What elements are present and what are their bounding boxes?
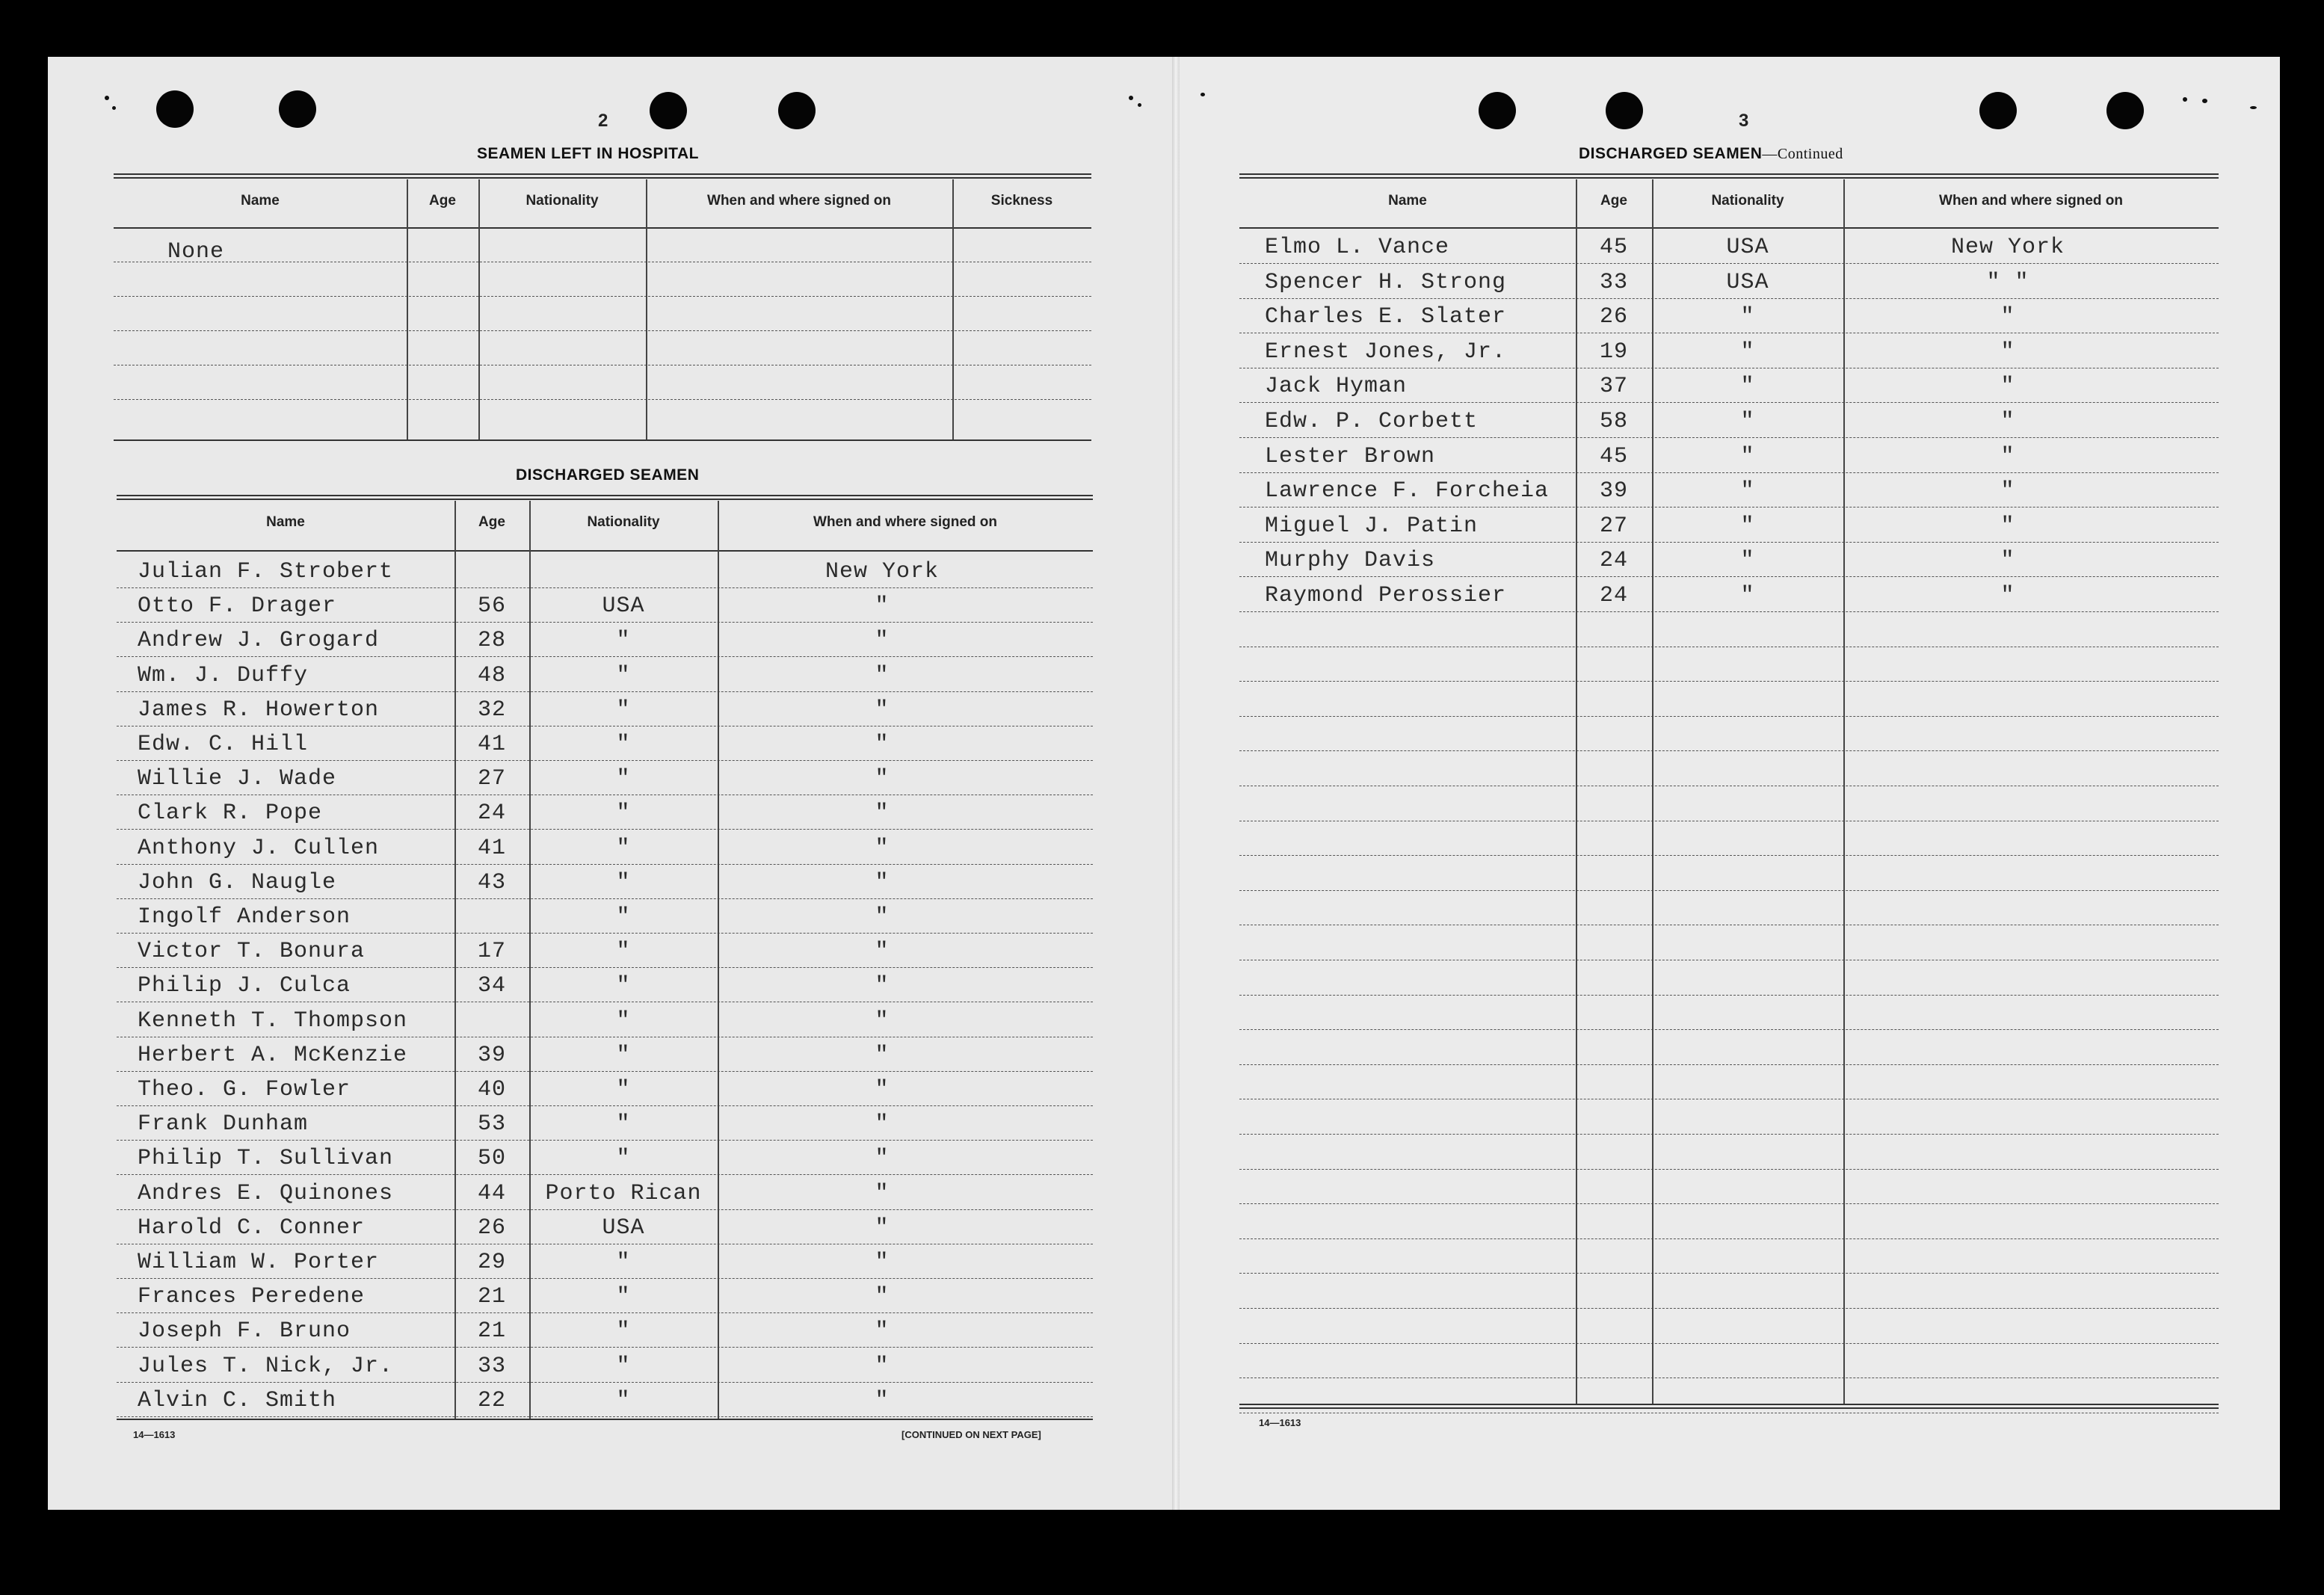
- discharged-section-title: DISCHARGED SEAMEN: [516, 466, 700, 484]
- row-line: [1239, 472, 2219, 473]
- row-line: [1239, 1273, 2219, 1274]
- cell-nationality: ": [616, 1077, 631, 1102]
- cell-name: Alvin C. Smith: [138, 1387, 337, 1413]
- row-line: [117, 1312, 1093, 1313]
- row-line: [1239, 855, 2219, 856]
- cell-signed-on: ": [875, 835, 890, 861]
- cell-name: Julian F. Strobert: [138, 559, 394, 584]
- cell-age: 21: [477, 1318, 506, 1345]
- cell-name: Murphy Davis: [1265, 548, 1436, 574]
- cell-age: 37: [1599, 374, 1628, 400]
- row-line: [1239, 298, 2219, 299]
- cell-name: Lawrence F. Forcheia: [1265, 478, 1550, 505]
- cell-signed-on: ": [875, 904, 890, 930]
- cell-name: Philip J. Culca: [138, 973, 351, 999]
- row-line: [117, 1140, 1093, 1141]
- header-bottom-rule: [1239, 227, 2219, 229]
- cell-nationality: Porto Rican: [545, 1180, 702, 1206]
- cell-name: James R. Howerton: [138, 697, 380, 723]
- cell-name: Frank Dunham: [138, 1111, 309, 1138]
- column-line: [1652, 179, 1653, 1404]
- row-line: [1239, 750, 2219, 751]
- cell-nationality: ": [1740, 409, 1755, 434]
- binder-hole: [1979, 92, 2017, 129]
- header-age: Age: [429, 193, 456, 209]
- header-bottom-rule: [114, 227, 1091, 229]
- cell-signed-on: ": [875, 1146, 890, 1172]
- cell-nationality: ": [1740, 374, 1755, 400]
- row-line: [1239, 542, 2219, 543]
- row-line: [1239, 890, 2219, 891]
- row-line: [117, 1174, 1093, 1175]
- cell-signed-on: ": [2000, 374, 2015, 400]
- binder-hole: [2106, 92, 2144, 129]
- cell-nationality: ": [1740, 443, 1755, 469]
- cell-name: Harold C. Conner: [138, 1215, 366, 1241]
- cell-nationality: ": [616, 1146, 631, 1172]
- cell-signed-on: ": [875, 1042, 890, 1068]
- row-line: [117, 1416, 1093, 1417]
- row-line: [1239, 507, 2219, 508]
- row-line: [117, 898, 1093, 899]
- cell-signed-on: ": [875, 1215, 890, 1241]
- cell-signed-on: ": [2000, 548, 2015, 574]
- table-top-rule: [117, 495, 1093, 500]
- cell-nationality: ": [616, 697, 631, 723]
- ink-speck: [2202, 99, 2207, 103]
- cell-name: Otto F. Drager: [138, 593, 337, 620]
- row-line: [1239, 1238, 2219, 1239]
- header-nationality: Nationality: [1711, 193, 1784, 209]
- cell-signed-on: ": [875, 1284, 890, 1310]
- cell-age: 41: [477, 732, 506, 757]
- cell-age: 22: [477, 1387, 506, 1413]
- cell-age: 29: [477, 1250, 506, 1275]
- column-line: [1843, 179, 1845, 1404]
- hospital-table: [114, 173, 1091, 444]
- page-number: 3: [1739, 111, 1749, 131]
- cell-name: Ingolf Anderson: [138, 904, 351, 930]
- column-line: [952, 179, 954, 439]
- cell-name: Theo. G. Fowler: [138, 1077, 351, 1102]
- cell-name: Edw. C. Hill: [138, 732, 309, 757]
- cell-age: 19: [1599, 339, 1628, 365]
- row-line: [117, 587, 1093, 588]
- cell-age: 17: [477, 939, 506, 965]
- table-top-rule: [114, 173, 1091, 179]
- column-line: [478, 179, 480, 439]
- cell-signed-on: ": [875, 1353, 890, 1379]
- title-suffix: —Continued: [1762, 146, 1843, 162]
- row-line: [117, 1071, 1093, 1072]
- cell-name: Miguel J. Patin: [1265, 513, 1479, 539]
- header-signed-on: When and where signed on: [1939, 193, 2123, 209]
- cell-age: 24: [1599, 583, 1628, 608]
- cell-signed-on: ": [875, 1180, 890, 1206]
- cell-signed-on: ": [875, 628, 890, 654]
- cell-signed-on: ": [2000, 304, 2015, 330]
- cell-nationality: ": [616, 800, 631, 827]
- cell-nationality: ": [616, 973, 631, 999]
- cell-nationality: USA: [1726, 235, 1769, 260]
- row-line: [117, 1382, 1093, 1383]
- cell-name: Herbert A. McKenzie: [138, 1042, 408, 1068]
- cell-name: John G. Naugle: [138, 869, 337, 895]
- cell-name: Anthony J. Cullen: [138, 835, 380, 861]
- cell-nationality: ": [616, 939, 631, 965]
- column-line: [407, 179, 408, 439]
- discharged-table: [117, 495, 1093, 1422]
- header-name: Name: [241, 193, 280, 209]
- cell-nationality: ": [1740, 304, 1755, 330]
- cell-nationality: ": [616, 662, 631, 688]
- ink-speck: [1200, 93, 1205, 96]
- binder-hole: [279, 90, 316, 128]
- cell-name: Victor T. Bonura: [138, 939, 366, 965]
- title-text: DISCHARGED SEAMEN: [1579, 145, 1763, 162]
- cell-age: 27: [477, 766, 506, 792]
- header-sickness: Sickness: [990, 193, 1053, 209]
- cell-name: Wm. J. Duffy: [138, 662, 309, 688]
- row-line: [1239, 1134, 2219, 1135]
- page-number: 2: [598, 111, 608, 131]
- cell-signed-on: ": [2000, 583, 2015, 608]
- cell-nationality: ": [1740, 548, 1755, 574]
- cell-nationality: ": [616, 766, 631, 792]
- cell-signed-on: ": [875, 766, 890, 792]
- cell-name: Raymond Perossier: [1265, 583, 1507, 608]
- cell-signed-on: ": [875, 697, 890, 723]
- ink-speck: [1129, 96, 1133, 100]
- cell-name: William W. Porter: [138, 1250, 380, 1275]
- cell-nationality: ": [616, 904, 631, 930]
- cell-name: Frances Peredene: [138, 1284, 366, 1310]
- cell-age: 39: [1599, 478, 1628, 505]
- row-line: [1239, 995, 2219, 996]
- cell-name: Jack Hyman: [1265, 374, 1408, 400]
- cell-nationality: ": [616, 1008, 631, 1034]
- column-line: [1576, 179, 1577, 1404]
- cell-age: 21: [477, 1284, 506, 1310]
- cell-name: Lester Brown: [1265, 443, 1436, 469]
- binder-hole: [1606, 92, 1643, 129]
- cell-age: 33: [1599, 269, 1628, 295]
- cell-name: Joseph F. Bruno: [138, 1318, 351, 1345]
- row-line: [117, 760, 1093, 761]
- cell-age: 45: [1599, 235, 1628, 260]
- table-bottom-rule: [117, 1419, 1093, 1420]
- row-line: [117, 622, 1093, 623]
- cell-signed-on: ": [875, 800, 890, 827]
- row-line: [117, 1347, 1093, 1348]
- cell-age: 26: [1599, 304, 1628, 330]
- row-line: [1239, 1308, 2219, 1309]
- row-line: [1239, 263, 2219, 264]
- cell-age: 40: [477, 1077, 506, 1102]
- cell-age: 43: [477, 869, 506, 895]
- row-line: [117, 1278, 1093, 1279]
- hospital-section-title: SEAMEN LEFT IN HOSPITAL: [477, 145, 699, 162]
- cell-nationality: USA: [602, 1215, 645, 1241]
- cell-signed-on: ": [875, 939, 890, 965]
- row-line: [117, 829, 1093, 830]
- row-line: [1239, 681, 2219, 682]
- cell-age: 50: [477, 1146, 506, 1172]
- row-line: [114, 296, 1091, 297]
- row-line: [1239, 1029, 2219, 1030]
- cell-signed-on: ": [2000, 339, 2015, 365]
- page-fold: [1172, 57, 1180, 1510]
- cell-signed-on: ": [875, 593, 890, 620]
- cell-age: 44: [477, 1180, 506, 1206]
- header-signed-on: When and where signed on: [813, 514, 997, 530]
- cell-nationality: ": [616, 1111, 631, 1138]
- column-line: [454, 501, 456, 1419]
- cell-nationality: ": [616, 1284, 631, 1310]
- column-line: [529, 501, 531, 1419]
- row-line: [1239, 611, 2219, 612]
- cell-age: 53: [477, 1111, 506, 1138]
- cell-age: 45: [1599, 443, 1628, 469]
- none-entry: None: [167, 239, 225, 265]
- row-line: [117, 656, 1093, 657]
- row-line: [1239, 716, 2219, 717]
- row-line: [1239, 437, 2219, 438]
- cell-nationality: ": [1740, 339, 1755, 365]
- cell-signed-on: ": [2000, 513, 2015, 539]
- header-age: Age: [478, 514, 505, 530]
- discharged-continued-table: [1239, 173, 2219, 1411]
- cell-signed-on: ": [2000, 478, 2015, 505]
- row-line: [117, 1105, 1093, 1106]
- row-line: [1239, 1169, 2219, 1170]
- cell-signed-on: New York: [1950, 235, 2065, 260]
- table-top-rule: [1239, 173, 2219, 179]
- row-line: [114, 399, 1091, 400]
- cell-nationality: ": [1740, 583, 1755, 608]
- cell-signed-on: ": [875, 1318, 890, 1345]
- cell-age: 27: [1599, 513, 1628, 539]
- form-number: 14—1613: [133, 1429, 176, 1440]
- cell-name: Spencer H. Strong: [1265, 269, 1507, 295]
- header-nationality: Nationality: [587, 514, 660, 530]
- row-line: [1239, 1064, 2219, 1065]
- cell-signed-on: ": [875, 869, 890, 895]
- cell-name: Jules T. Nick, Jr.: [138, 1353, 394, 1379]
- cell-signed-on: ": [875, 732, 890, 757]
- ink-speck: [1138, 103, 1141, 107]
- cell-name: Elmo L. Vance: [1265, 235, 1450, 260]
- cell-nationality: ": [616, 1353, 631, 1379]
- header-name: Name: [1388, 193, 1427, 209]
- cell-signed-on: ": [875, 1077, 890, 1102]
- cell-signed-on: ": [2000, 409, 2015, 434]
- cell-age: 39: [477, 1042, 506, 1068]
- cell-nationality: ": [616, 1387, 631, 1413]
- cell-signed-on: New York: [825, 559, 940, 584]
- ink-speck: [2183, 97, 2187, 102]
- cell-name: Andres E. Quinones: [138, 1180, 394, 1206]
- cell-age: 24: [1599, 548, 1628, 574]
- binder-hole: [778, 92, 816, 129]
- discharged-continued-title: [1579, 145, 1843, 163]
- cell-name: Ernest Jones, Jr.: [1265, 339, 1507, 365]
- cell-nationality: ": [1740, 513, 1755, 539]
- table-bottom-rule: [114, 439, 1091, 441]
- ink-speck: [2250, 106, 2257, 109]
- ink-speck: [105, 96, 109, 100]
- cell-nationality: USA: [602, 593, 645, 620]
- row-line: [1239, 1203, 2219, 1204]
- header-name: Name: [266, 514, 305, 530]
- row-line: [1239, 1343, 2219, 1344]
- cell-age: 28: [477, 628, 506, 654]
- row-line: [1239, 576, 2219, 577]
- row-line: [117, 933, 1093, 934]
- row-line: [117, 967, 1093, 968]
- cell-nationality: ": [616, 628, 631, 654]
- row-line: [117, 691, 1093, 692]
- row-line: [1239, 402, 2219, 403]
- cell-age: 24: [477, 800, 506, 827]
- cell-signed-on: ": [875, 1008, 890, 1034]
- row-line: [114, 330, 1091, 331]
- cell-name: Willie J. Wade: [138, 766, 337, 792]
- cell-signed-on: ": [875, 1250, 890, 1275]
- form-number: 14—1613: [1259, 1417, 1301, 1428]
- cell-nationality: ": [616, 835, 631, 861]
- row-line: [117, 1209, 1093, 1210]
- cell-nationality: ": [616, 732, 631, 757]
- cell-age: 32: [477, 697, 506, 723]
- cell-signed-on: ": [875, 973, 890, 999]
- cell-age: 58: [1599, 409, 1628, 434]
- cell-name: Kenneth T. Thompson: [138, 1008, 408, 1034]
- cell-signed-on: " ": [1986, 269, 2029, 295]
- cell-name: Charles E. Slater: [1265, 304, 1507, 330]
- cell-signed-on: ": [2000, 443, 2015, 469]
- cell-age: 48: [477, 662, 506, 688]
- cell-age: 41: [477, 835, 506, 861]
- cell-age: 33: [477, 1353, 506, 1379]
- header-signed-on: When and where signed on: [707, 193, 891, 209]
- cell-age: 56: [477, 593, 506, 620]
- cell-age: 34: [477, 973, 506, 999]
- header-bottom-rule: [117, 550, 1093, 552]
- cell-nationality: ": [616, 869, 631, 895]
- cell-signed-on: ": [875, 1111, 890, 1138]
- row-line: [117, 864, 1093, 865]
- cell-name: Andrew J. Grogard: [138, 628, 380, 654]
- cell-name: Clark R. Pope: [138, 800, 323, 827]
- table-bottom-rule: [1239, 1404, 2219, 1409]
- cell-signed-on: ": [875, 1387, 890, 1413]
- binder-hole: [1479, 92, 1516, 129]
- binder-hole: [650, 92, 687, 129]
- cell-name: Edw. P. Corbett: [1265, 409, 1479, 434]
- continued-note: [CONTINUED ON NEXT PAGE]: [901, 1429, 1041, 1440]
- column-line: [718, 501, 719, 1419]
- cell-nationality: USA: [1726, 269, 1769, 295]
- cell-signed-on: ": [875, 662, 890, 688]
- header-age: Age: [1600, 193, 1627, 209]
- column-line: [646, 179, 647, 439]
- cell-nationality: ": [616, 1318, 631, 1345]
- header-nationality: Nationality: [525, 193, 599, 209]
- cell-name: Philip T. Sullivan: [138, 1146, 394, 1172]
- cell-nationality: ": [616, 1042, 631, 1068]
- ink-speck: [112, 106, 116, 110]
- binder-hole: [156, 90, 194, 128]
- cell-nationality: ": [616, 1250, 631, 1275]
- cell-nationality: ": [1740, 478, 1755, 505]
- cell-age: 26: [477, 1215, 506, 1241]
